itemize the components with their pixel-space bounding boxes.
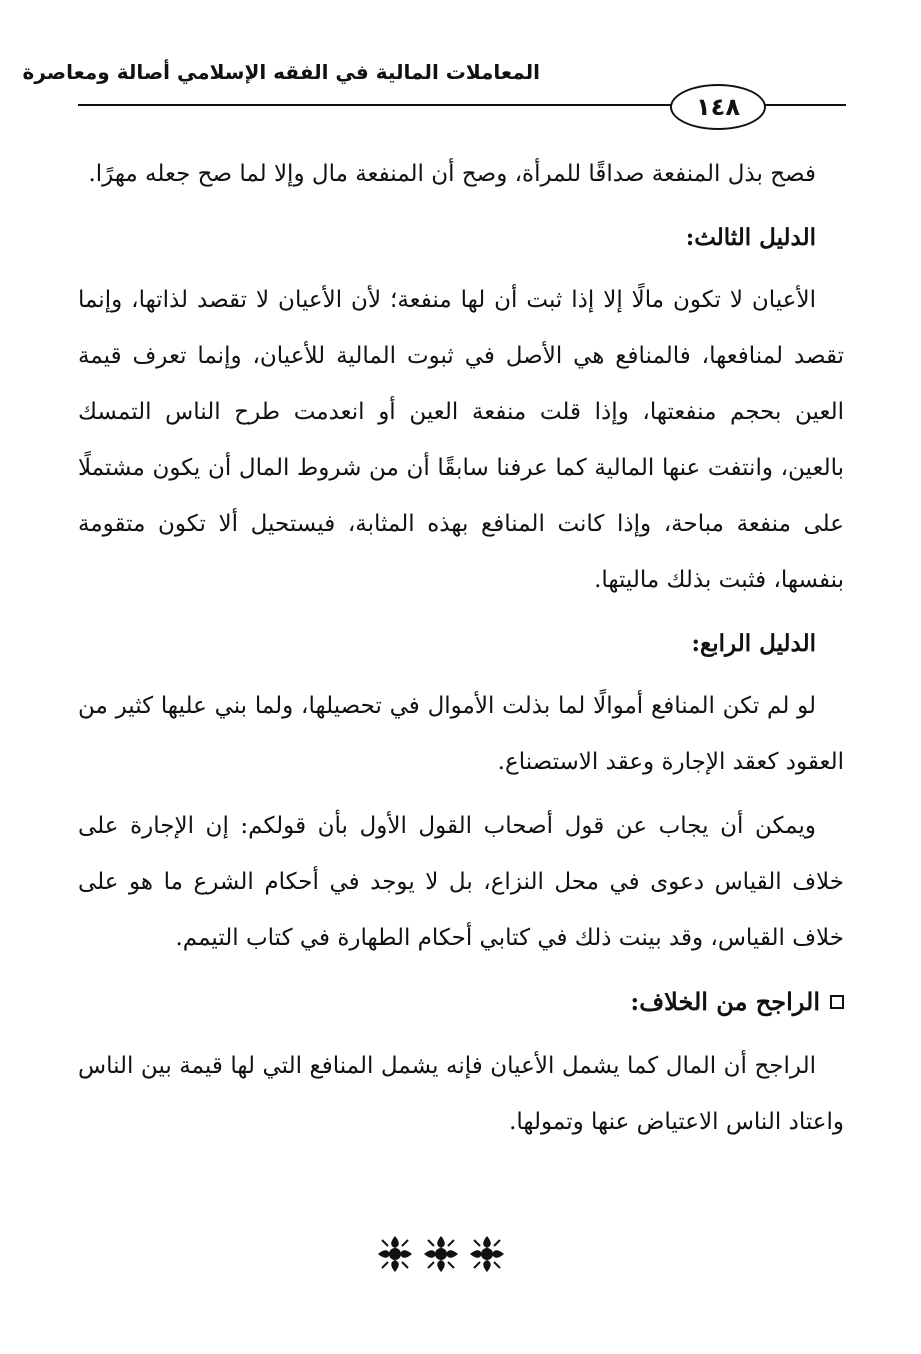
checkbox-icon — [830, 995, 844, 1009]
paragraph-2: الأعيان لا تكون مالًا إلا إذا ثبت أن لها منفعة؛ لأن الأعيان لا تقصد لذاتها، وإنما تقصد لمنافعها، فالمنافع هي الأصل في ثبوت المالية للأعيان، وإنما تعرف قيمة العين بحجم منفعتها، وإذا قلت منفعة العين أو انعدمت طرح الناس التمسك بالعين، وانتفت عنها المالية كما عرفنا سابقًا أن من شروط المال أن يكون مشتملًا على منفعة مباحة، وإذا كانت المنافع بهذه المثابة، فيستحيل ألا تكون متقومة بنفسها، فثبت بذلك ماليتها. — [78, 287, 844, 593]
section-heading-label: الراجح من الخلاف: — [630, 987, 820, 1016]
paragraph-5: الراجح أن المال كما يشمل الأعيان فإنه يشمل المنافع التي لها قيمة بين الناس واعتاد الناس الاعتياض عنها وتمولها. — [78, 1053, 844, 1135]
page-body — [78, 146, 844, 1158]
heading-fourth-evidence: الدليل الرابع: — [691, 630, 816, 657]
paragraph-1: فصح بذل المنفعة صداقًا للمرأة، وصح أن المنفعة مال وإلا لما صح جعله مهرًا. — [88, 161, 816, 187]
heading-third-evidence: الدليل الثالث: — [685, 224, 816, 251]
paragraph-3: لو لم تكن المنافع أموالًا لما بذلت الأموال في تحصيلها، ولما بني عليها كثير من العقود كعقد الإجارة وعقد الاستصناع. — [78, 693, 844, 775]
section-heading — [78, 974, 844, 1030]
floral-ornament-icon — [422, 1234, 460, 1274]
footer-ornament — [376, 1232, 506, 1276]
page-number: ١٤٨ — [670, 84, 766, 130]
paragraph-4: ويمكن أن يجاب عن قول أصحاب القول الأول بأن قولكم: إن الإجارة على خلاف القياس دعوى في محل النزاع، بل لا يوجد في أحكام الشرع ما هو على خلاف القياس، وقد بينت ذلك في كتابي أحكام الطهارة في كتاب التيمم. — [78, 813, 844, 951]
floral-ornament-icon — [468, 1234, 506, 1274]
floral-ornament-icon — [376, 1234, 414, 1274]
running-header-title: المعاملات المالية في الفقه الإسلامي أصالة ومعاصرة — [22, 60, 540, 84]
